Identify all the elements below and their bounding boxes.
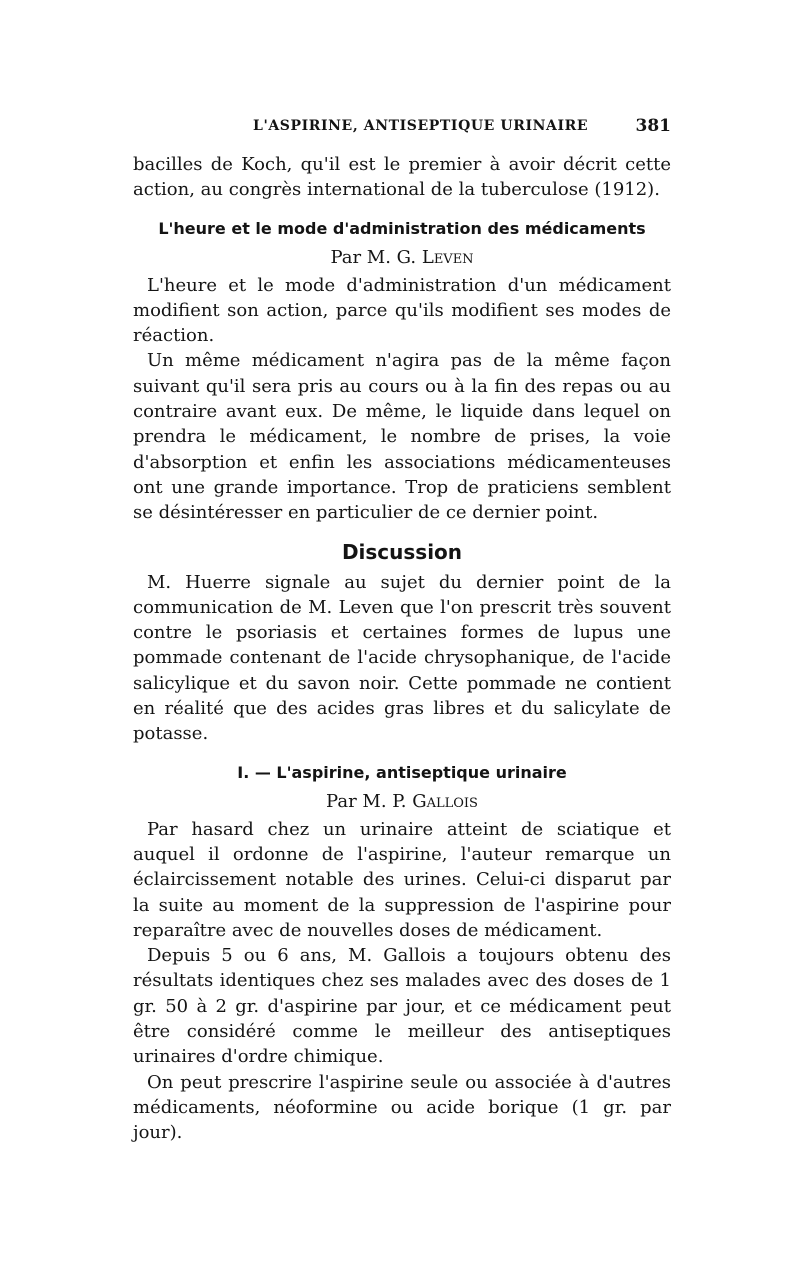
paragraph: Par hasard chez un urinaire atteint de sciatique et auquel il ordonne de l'aspirine, l'auteur remarque un éclaircissement notable des urines. Celui-ci disparut par la suite au moment de la suppression de l'aspirine pour reparaître avec de nouvelles doses de médicament. [133,818,671,941]
author-name: Gallois [412,790,478,812]
page-number: 381 [635,116,671,136]
discussion-title: Discussion [341,539,463,564]
author-name: Leven [421,246,474,268]
byline-gallois [133,789,671,814]
paragraph-continuation: bacilles de Koch, qu'il est le premier à avoir décrit cette action, au congrès international de la tuberculose (1912). [133,154,671,201]
section-title-leven: L'heure et le mode d'administration des médicaments [158,218,646,238]
byline-leven [133,245,671,270]
running-head [133,118,671,140]
running-title: L'ASPIRINE, ANTISEPTIQUE URINAIRE [253,118,589,134]
byline-prefix: Par M. G. [330,246,422,268]
byline-prefix: Par M. P. [326,790,413,812]
page-body [133,152,671,1146]
paragraph: On peut prescrire l'aspirine seule ou associée à d'autres médicaments, néoformine ou acide borique (1 gr. par jour). [133,1071,671,1144]
paragraph: Un même médicament n'agira pas de la même façon suivant qu'il sera pris au cours ou à la fin des repas ou au contraire avant eux. De même, le liquide dans lequel on prendra le médicament, le nombre de prises, la voie d'absorption et enfin les associations médicamenteuses ont une grande importance. Trop de praticiens semblent se désintéresser en particulier de ce dernier point. [133,350,671,524]
section-title-gallois: I. — L'aspirine, antiseptique urinaire [237,762,567,782]
paragraph: L'heure et le mode d'administration d'un médicament modifient son action, parce qu'ils modifient ses modes de réaction. [133,274,671,347]
paragraph: M. Huerre signale au sujet du dernier point de la communication de M. Leven que l'on prescrit très souvent contre le psoriasis et certaines formes de lupus une pommade contenant de l'acide chrysophanique, de l'acide salicylique et du savon noir. Cette pommade ne contient en réalité que des acides gras libres et du salicylate de potasse. [133,571,671,745]
paragraph: Depuis 5 ou 6 ans, M. Gallois a toujours obtenu des résultats identiques chez ses malades avec des doses de 1 gr. 50 à 2 gr. d'aspirine par jour, et ce médicament peut être considéré comme le meilleur des antiseptiques urinaires d'ordre chimique. [133,945,671,1068]
